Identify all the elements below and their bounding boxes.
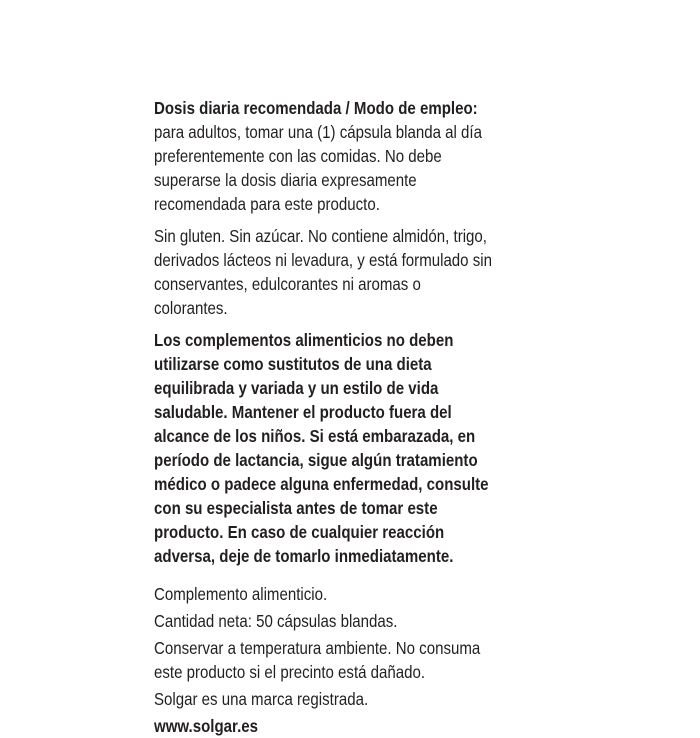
- website-link[interactable]: www.solgar.es: [154, 716, 259, 736]
- dosage-text: para adultos, tomar una (1) cápsula blanda al día preferentemente con las comidas. No debe superarse la dosis diaria expresamente recomendada para este producto.: [154, 122, 482, 214]
- storage-text: Conservar a temperatura ambiente. No consuma este producto si el precinto está dañado.: [154, 638, 481, 682]
- free-from-paragraph: Sin gluten. Sin azúcar. No contiene almidón, trigo, derivados lácteos ni levadura, y está formulado sin conservantes, edulcorantes ni aromas o colorantes.: [154, 226, 492, 318]
- trademark-text: Solgar es una marca registrada.: [154, 689, 369, 709]
- dosage-paragraph: [154, 96, 498, 216]
- warning-paragraph: Los complementos alimenticios no deben utilizarse como sustitutos de una dieta equilibrada y variada y un estilo de vida saludable. Mantener el producto fuera del alcance de los niños. Si está embarazada, en período de lactancia, sigue algún tratamiento médico o padece alguna enfermedad, consulte con su especialista antes de tomar este producto. En caso de cualquier reacción adversa, deje de tomarlo inmediatamente.: [154, 330, 489, 566]
- category-text: Complemento alimenticio.: [154, 584, 328, 604]
- dosage-heading: Dosis diaria recomendada / Modo de empleo:: [154, 98, 478, 118]
- net-quantity-text: Cantidad neta: 50 cápsulas blandas.: [154, 611, 398, 631]
- product-label-text: [154, 96, 498, 738]
